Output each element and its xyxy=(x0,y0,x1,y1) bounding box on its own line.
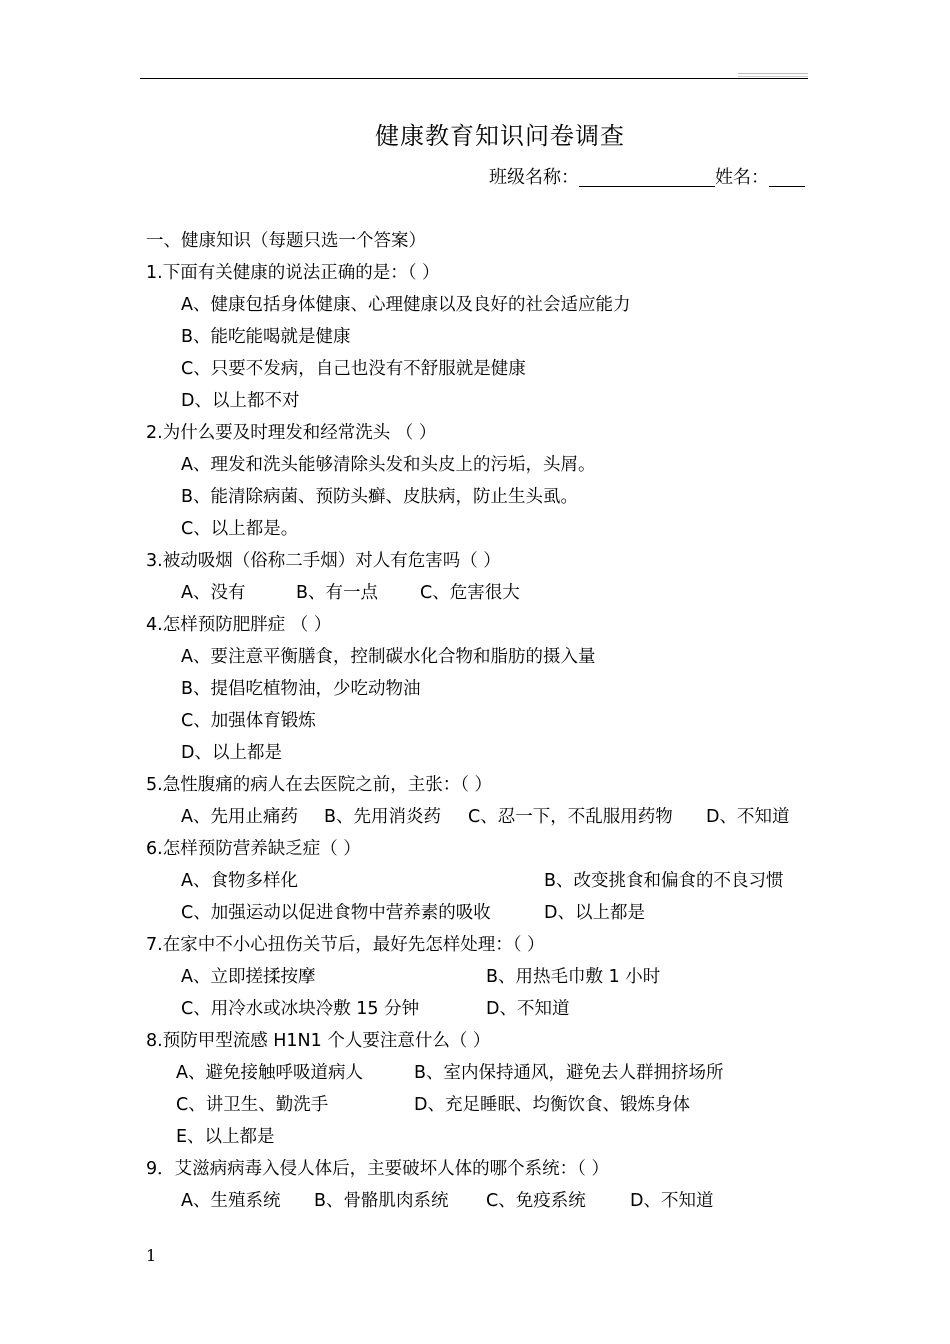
option-1d: D、以上都不对 xyxy=(181,391,300,411)
option-1a: A、健康包括身体健康、心理健康以及良好的社会适应能力 xyxy=(181,295,631,315)
corner-mark xyxy=(738,73,808,74)
option-4d: D、以上都是 xyxy=(181,743,282,763)
page-title: 健康教育知识问卷调查 xyxy=(375,122,625,150)
option-4c: C、加强体育锻炼 xyxy=(181,711,316,731)
option-6c: C、加强运动以促进食物中营养素的吸收 xyxy=(181,903,491,923)
option-9d: D、不知道 xyxy=(630,1191,714,1211)
corner-mark-secondary xyxy=(738,76,808,77)
option-5b: B、先用消炎药 xyxy=(324,807,442,827)
option-5c: C、忍一下，不乱服用药物 xyxy=(468,807,673,827)
option-2a: A、理发和洗头能够清除头发和头皮上的污垢，头屑。 xyxy=(181,455,596,475)
name-label: 姓名： xyxy=(715,167,769,188)
option-8b: B、室内保持通风，避免去人群拥挤场所 xyxy=(414,1063,724,1083)
option-6d: D、以上都是 xyxy=(544,903,645,923)
question-2: 2.为什么要及时理发和经常洗头 （ ） xyxy=(146,423,437,443)
question-3: 3.被动吸烟（俗称二手烟）对人有危害吗（ ） xyxy=(146,551,501,571)
question-1: 1.下面有关健康的说法正确的是：（ ） xyxy=(146,263,440,283)
class-name-label: 班级名称： xyxy=(489,167,579,188)
option-3a: A、没有 xyxy=(181,583,246,603)
option-4b: B、提倡吃植物油，少吃动物油 xyxy=(181,679,421,699)
option-8d: D、充足睡眠、均衡饮食、锻炼身体 xyxy=(414,1095,690,1115)
option-7b: B、用热毛巾敷 1 小时 xyxy=(486,967,661,987)
option-6a: A、食物多样化 xyxy=(181,871,298,891)
question-9: 9．艾滋病病毒入侵人体后，主要破坏人体的哪个系统：（ ） xyxy=(146,1159,609,1179)
option-9a: A、生殖系统 xyxy=(181,1191,281,1211)
option-8e: E、以上都是 xyxy=(176,1127,275,1147)
question-4: 4.怎样预防肥胖症 （ ） xyxy=(146,615,332,635)
question-6: 6.怎样预防营养缺乏症（ ） xyxy=(146,839,361,859)
option-5d: D、不知道 xyxy=(706,807,790,827)
question-5: 5.急性腹痛的病人在去医院之前，主张：（ ） xyxy=(146,775,493,795)
option-3c: C、危害很大 xyxy=(420,583,520,603)
option-8a: A、避免接触呼吸道病人 xyxy=(176,1063,363,1083)
question-7: 7.在家中不小心扭伤关节后，最好先怎样处理：（ ） xyxy=(146,935,545,955)
header-rule xyxy=(140,78,808,79)
option-7a: A、立即搓揉按摩 xyxy=(181,967,316,987)
option-7c: C、用冷水或冰块冷敷 15 分钟 xyxy=(181,999,420,1019)
question-8: 8.预防甲型流感 H1N1 个人要注意什么（ ） xyxy=(146,1031,491,1051)
option-7d: D、不知道 xyxy=(486,999,570,1019)
option-9b: B、骨骼肌肉系统 xyxy=(314,1191,449,1211)
option-8c: C、讲卫生、勤洗手 xyxy=(176,1095,329,1115)
option-2c: C、以上都是。 xyxy=(181,519,299,539)
option-3b: B、有一点 xyxy=(296,583,379,603)
name-blank[interactable] xyxy=(769,164,805,187)
option-9c: C、免疫系统 xyxy=(486,1191,586,1211)
option-5a: A、先用止痛药 xyxy=(181,807,298,827)
page-number: 1 xyxy=(146,1246,157,1265)
option-1b: B、能吃能喝就是健康 xyxy=(181,327,351,347)
option-6b: B、改变挑食和偏食的不良习惯 xyxy=(544,871,784,891)
option-2b: B、能清除病菌、预防头癣、皮肤病，防止生头虱。 xyxy=(181,487,579,507)
respondent-info xyxy=(489,163,805,189)
option-4a: A、要注意平衡膳食，控制碳水化合物和脂肪的摄入量 xyxy=(181,647,596,667)
option-1c: C、只要不发病，自己也没有不舒服就是健康 xyxy=(181,359,526,379)
class-name-blank[interactable] xyxy=(579,164,715,187)
section-heading: 一、健康知识（每题只选一个答案） xyxy=(146,231,426,251)
